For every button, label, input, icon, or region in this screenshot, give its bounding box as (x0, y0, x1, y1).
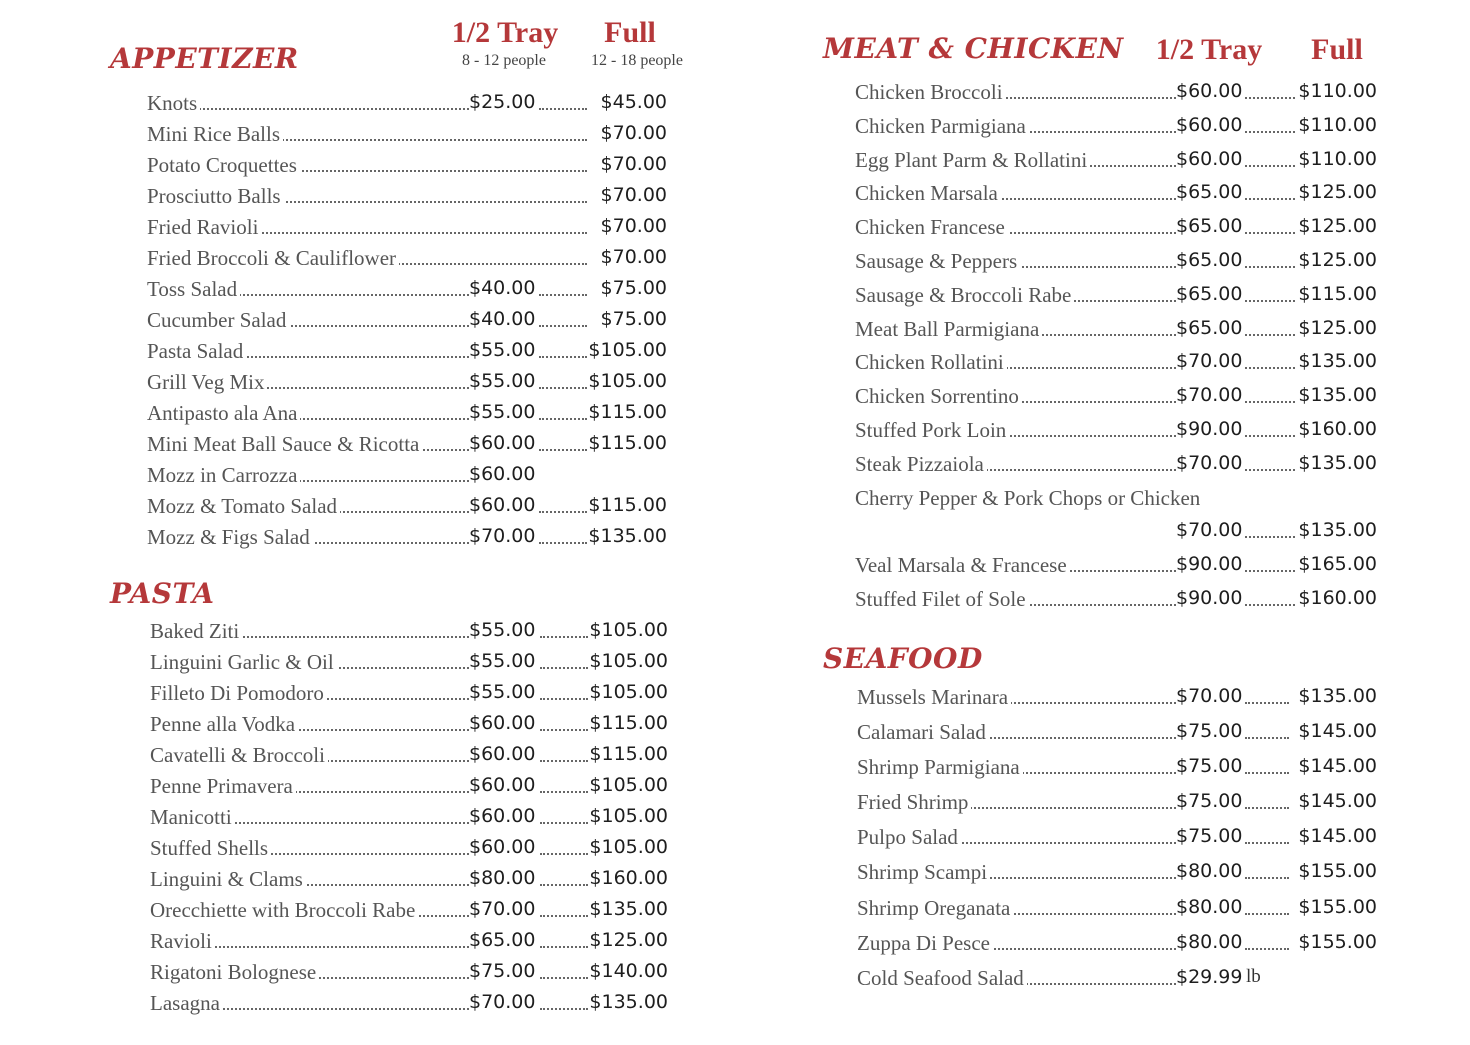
item-name: Chicken Francese (855, 215, 1008, 240)
leader-dots (539, 356, 587, 358)
menu-row (150, 929, 675, 960)
menu-row (147, 494, 672, 525)
menu-row (855, 317, 1380, 351)
item-name: Mozz & Figs Salad (147, 525, 313, 550)
item-name: Egg Plant Parm & Rollatini (855, 148, 1090, 173)
full-tray-price: $75.00 (587, 308, 667, 330)
half-tray-price: $60.00 (469, 805, 536, 827)
full-tray-price: $125.00 (589, 929, 668, 951)
menu-row (150, 991, 675, 1022)
half-tray-price: $25.00 (469, 91, 536, 113)
seafood-heading: SEAFOOD (823, 642, 983, 675)
half-tray-price: $90.00 (1176, 417, 1243, 440)
leader-dots (540, 977, 588, 979)
item-name: Baked Ziti (150, 619, 242, 644)
meat-half-tray-label: 1/2 Tray (1155, 33, 1263, 66)
leader-dots (539, 418, 587, 420)
half-tray-price: $60.00 (469, 836, 536, 858)
leader-dots (540, 884, 588, 886)
leader-dots (1245, 807, 1289, 809)
item-name: Chicken Marsala (855, 181, 1001, 206)
leader-dots (1245, 367, 1295, 369)
menu-row (150, 836, 675, 867)
half-tray-price: $70.00 (1176, 685, 1243, 707)
menu-row (855, 181, 1380, 215)
item-name: Lasagna (150, 991, 223, 1016)
menu-row (150, 743, 675, 774)
menu-row (855, 486, 1380, 520)
item-name: Mini Rice Balls (147, 122, 283, 147)
half-tray-price: $80.00 (1176, 895, 1243, 918)
leader-dots (539, 108, 587, 110)
item-name: Steak Pizzaiola (855, 452, 987, 477)
leader-dots (540, 760, 588, 762)
leader-dots (539, 387, 587, 389)
item-name: Prosciutto Balls (147, 184, 284, 209)
half-tray-price: $70.00 (1176, 519, 1243, 542)
appetizer-full-people: 12 - 18 people (591, 52, 683, 69)
menu-row (855, 283, 1380, 317)
menu-row (147, 215, 672, 246)
leader-dots (539, 449, 587, 451)
full-tray-price: $135.00 (589, 991, 668, 1013)
full-tray-price: $155.00 (1298, 930, 1377, 953)
item-name: Stuffed Pork Loin (855, 418, 1009, 443)
leader-dots (539, 542, 587, 544)
menu-row (857, 720, 1382, 755)
half-tray-price: $60.00 (1176, 147, 1243, 170)
leader-dots (1245, 842, 1289, 844)
item-name: Grill Veg Mix (147, 370, 267, 395)
leader-dots (1245, 570, 1295, 572)
half-tray-price: $70.00 (1176, 384, 1243, 407)
menu-row (855, 114, 1380, 148)
half-tray-price: $60.00 (469, 432, 536, 454)
price-unit: lb (1246, 965, 1261, 987)
menu-row (150, 619, 675, 650)
full-tray-price: $155.00 (1298, 895, 1377, 918)
menu-row (855, 452, 1380, 486)
menu-row (150, 960, 675, 991)
full-tray-price: $135.00 (1298, 519, 1377, 542)
half-tray-price: $60.00 (469, 463, 536, 485)
half-tray-price: $65.00 (1176, 181, 1243, 204)
item-name: Veal Marsala & Francese (855, 553, 1070, 578)
leader-dots (1245, 300, 1295, 302)
menu-row (147, 525, 672, 556)
full-tray-price: $105.00 (589, 619, 668, 641)
menu-row (147, 153, 672, 184)
leader-dots (1245, 604, 1295, 606)
full-tray-price: $140.00 (589, 960, 668, 982)
full-tray-price: $160.00 (589, 867, 668, 889)
leader-dots (1245, 401, 1295, 403)
full-tray-price: $125.00 (1298, 316, 1377, 339)
leader-dots (167, 108, 469, 110)
half-tray-price: $55.00 (469, 619, 536, 641)
half-tray-price: $55.00 (469, 370, 536, 392)
menu-row (857, 755, 1382, 790)
full-tray-price: $135.00 (1298, 451, 1377, 474)
full-tray-price: $135.00 (589, 898, 668, 920)
item-name: Fried Shrimp (857, 790, 971, 815)
half-tray-price: $60.00 (1176, 113, 1243, 136)
full-tray-price: $110.00 (1298, 80, 1377, 102)
menu-row (147, 277, 672, 308)
half-tray-price: $60.00 (469, 712, 536, 734)
menu-row (147, 246, 672, 277)
half-tray-price: $65.00 (1176, 215, 1243, 238)
leader-dots (1245, 913, 1289, 915)
item-name: Sausage & Broccoli Rabe (855, 283, 1074, 308)
seafood-list (857, 685, 1382, 1001)
menu-row (150, 650, 675, 681)
item-name: Shrimp Oreganata (857, 896, 1013, 921)
menu-row (150, 898, 675, 929)
item-name: Fried Broccoli & Cauliflower (147, 246, 399, 271)
full-tray-price: $135.00 (1298, 350, 1377, 373)
full-tray-price: $70.00 (587, 153, 667, 175)
full-tray-price: $105.00 (588, 339, 667, 361)
item-name: Penne alla Vodka (150, 712, 298, 737)
item-name: Pulpo Salad (857, 825, 961, 850)
menu-row (855, 350, 1380, 384)
item-name: Mini Meat Ball Sauce & Ricotta (147, 432, 422, 457)
item-name: Cherry Pepper & Pork Chops or Chicken (855, 486, 1203, 511)
pasta-list (150, 619, 675, 1022)
item-name: Penne Primavera (150, 774, 296, 799)
leader-dots (540, 946, 588, 948)
menu-row (150, 774, 675, 805)
item-name: Zuppa Di Pesce (857, 931, 993, 956)
half-tray-price: $80.00 (1176, 930, 1243, 953)
half-tray-price: $70.00 (469, 525, 536, 547)
item-name: Linguini & Clams (150, 867, 306, 892)
item-name: Potato Croquettes (147, 153, 300, 178)
half-tray-price: $40.00 (469, 277, 536, 299)
item-name: Stuffed Shells (150, 836, 271, 861)
full-tray-price: $145.00 (1298, 790, 1377, 813)
leader-dots (1245, 266, 1295, 268)
item-name: Cucumber Salad (147, 308, 289, 333)
half-tray-price: $60.00 (1176, 80, 1243, 102)
menu-row (150, 712, 675, 743)
half-tray-price: $70.00 (469, 991, 536, 1013)
full-tray-price: $70.00 (587, 184, 667, 206)
menu-row (857, 860, 1382, 895)
item-name: Filleto Di Pomodoro (150, 681, 327, 706)
half-tray-price: $75.00 (1176, 720, 1243, 743)
half-tray-price: $55.00 (469, 401, 536, 423)
item-name: Knots (147, 91, 200, 116)
leader-dots (540, 636, 588, 638)
full-tray-price: $105.00 (588, 370, 667, 392)
half-tray-price: $60.00 (469, 494, 536, 516)
item-name: Chicken Parmigiana (855, 114, 1029, 139)
half-tray-price: $55.00 (469, 681, 536, 703)
item-name: Orecchiette with Broccoli Rabe (150, 898, 418, 923)
half-tray-price: $75.00 (1176, 825, 1243, 848)
appetizer-full-label: Full (604, 16, 656, 49)
menu-row (857, 931, 1382, 966)
full-tray-price: $115.00 (589, 743, 668, 765)
full-tray-price: $110.00 (1298, 147, 1377, 170)
meat-full-label: Full (1311, 33, 1363, 66)
item-name: Pasta Salad (147, 339, 246, 364)
menu-row (857, 790, 1382, 825)
half-tray-price: $70.00 (469, 898, 536, 920)
full-tray-price: $125.00 (1298, 215, 1377, 238)
menu-row (855, 418, 1380, 452)
full-tray-price: $70.00 (587, 215, 667, 237)
leader-dots (540, 822, 588, 824)
leader-dots (540, 853, 588, 855)
menu-row (150, 681, 675, 712)
full-tray-price: $105.00 (589, 774, 668, 796)
leader-dots (1245, 232, 1295, 234)
half-tray-price: $65.00 (1176, 248, 1243, 271)
leader-dots (540, 791, 588, 793)
appetizer-list (147, 91, 672, 556)
half-tray-price: $65.00 (1176, 316, 1243, 339)
leader-dots (1245, 165, 1295, 167)
leader-dots (1245, 948, 1289, 950)
item-name: Mozz in Carrozza (147, 463, 300, 488)
item-name: Toss Salad (147, 277, 240, 302)
leader-dots (1245, 536, 1295, 538)
item-name: Chicken Broccoli (855, 80, 1006, 105)
leader-dots (539, 511, 587, 513)
full-tray-price: $160.00 (1298, 586, 1377, 609)
leader-dots (539, 325, 587, 327)
item-name: Mussels Marinara (857, 685, 1011, 710)
menu-row (150, 867, 675, 898)
leader-dots (1245, 334, 1295, 336)
menu-row (855, 80, 1380, 114)
menu-row (147, 463, 672, 494)
full-tray-price: $135.00 (1298, 384, 1377, 407)
item-name: Stuffed Filet of Sole (855, 587, 1029, 612)
menu-row (855, 249, 1380, 283)
menu-row (857, 685, 1382, 720)
leader-dots (1245, 702, 1289, 704)
menu-row (147, 122, 672, 153)
full-tray-price: $75.00 (587, 277, 667, 299)
full-tray-price: $160.00 (1298, 417, 1377, 440)
leader-dots (1245, 97, 1295, 99)
item-name: Cavatelli & Broccoli (150, 743, 328, 768)
half-tray-price: $80.00 (469, 867, 536, 889)
leader-dots (539, 294, 587, 296)
item-name: Shrimp Scampi (857, 860, 990, 885)
half-tray-price: $75.00 (1176, 790, 1243, 813)
full-tray-price: $125.00 (1298, 181, 1377, 204)
menu-row (855, 553, 1380, 587)
half-tray-price: $70.00 (1176, 350, 1243, 373)
menu-row (857, 825, 1382, 860)
half-tray-price: $90.00 (1176, 553, 1243, 576)
full-tray-price: $125.00 (1298, 248, 1377, 271)
full-tray-price: $115.00 (588, 401, 667, 423)
item-name: Meat Ball Parmigiana (855, 317, 1042, 342)
item-name: Cold Seafood Salad (857, 966, 1027, 991)
full-tray-price: $105.00 (589, 681, 668, 703)
pasta-heading: PASTA (110, 577, 215, 610)
item-name: Shrimp Parmigiana (857, 755, 1023, 780)
leader-dots (1245, 435, 1295, 437)
half-tray-price: $80.00 (1176, 860, 1243, 883)
half-tray-price: $60.00 (469, 743, 536, 765)
leader-dots (540, 1008, 588, 1010)
full-tray-price: $165.00 (1298, 553, 1377, 576)
menu-row (147, 339, 672, 370)
leader-dots (540, 667, 588, 669)
meat-chicken-list (855, 80, 1380, 621)
full-tray-price: $145.00 (1298, 825, 1377, 848)
menu-row (855, 519, 1380, 553)
full-tray-price: $105.00 (589, 836, 668, 858)
item-name: Fried Ravioli (147, 215, 261, 240)
item-name: Antipasto ala Ana (147, 401, 300, 426)
full-tray-price: $145.00 (1298, 720, 1377, 743)
full-tray-price: $115.00 (588, 494, 667, 516)
menu-row (147, 308, 672, 339)
appetizer-heading: APPETIZER (110, 42, 299, 75)
menu-row (855, 587, 1380, 621)
menu-row (147, 91, 672, 122)
item-name: Chicken Rollatini (855, 350, 1007, 375)
menu-row (857, 896, 1382, 931)
item-name: Ravioli (150, 929, 215, 954)
appetizer-half-people: 8 - 12 people (462, 52, 546, 69)
half-tray-price: $29.99 (1176, 965, 1243, 988)
leader-dots (1245, 131, 1295, 133)
half-tray-price: $90.00 (1176, 586, 1243, 609)
item-name: Mozz & Tomato Salad (147, 494, 340, 519)
item-name: Rigatoni Bolognese (150, 960, 319, 985)
half-tray-price: $70.00 (1176, 451, 1243, 474)
leader-dots (1245, 877, 1289, 879)
half-tray-price: $75.00 (1176, 755, 1243, 778)
menu-row (857, 966, 1382, 1001)
menu-row (147, 370, 672, 401)
full-tray-price: $135.00 (1298, 685, 1377, 707)
full-tray-price: $135.00 (588, 525, 667, 547)
item-name: Chicken Sorrentino (855, 384, 1022, 409)
full-tray-price: $155.00 (1298, 860, 1377, 883)
full-tray-price: $110.00 (1298, 113, 1377, 136)
menu-row (147, 432, 672, 463)
menu-row (147, 184, 672, 215)
leader-dots (540, 915, 588, 917)
full-tray-price: $70.00 (587, 122, 667, 144)
half-tray-price: $60.00 (469, 774, 536, 796)
menu-row (150, 805, 675, 836)
half-tray-price: $40.00 (469, 308, 536, 330)
full-tray-price: $115.00 (589, 712, 668, 734)
leader-dots (1245, 198, 1295, 200)
leader-dots (1245, 469, 1295, 471)
item-name: Manicotti (150, 805, 235, 830)
leader-dots (170, 946, 469, 948)
leader-dots (1245, 737, 1289, 739)
half-tray-price: $65.00 (469, 929, 536, 951)
half-tray-price: $55.00 (469, 339, 536, 361)
item-name: Sausage & Peppers (855, 249, 1020, 274)
full-tray-price: $105.00 (589, 650, 668, 672)
leader-dots (540, 698, 588, 700)
full-tray-price: $70.00 (587, 246, 667, 268)
half-tray-price: $55.00 (469, 650, 536, 672)
appetizer-half-tray-label: 1/2 Tray (451, 16, 559, 49)
full-tray-price: $115.00 (588, 432, 667, 454)
full-tray-price: $105.00 (589, 805, 668, 827)
item-name: Calamari Salad (857, 720, 989, 745)
item-name: Linguini Garlic & Oil (150, 650, 337, 675)
menu-row (855, 215, 1380, 249)
meat-chicken-heading: MEAT & CHICKEN (823, 32, 1124, 65)
half-tray-price: $75.00 (469, 960, 536, 982)
leader-dots (540, 729, 588, 731)
leader-dots (1245, 772, 1289, 774)
half-tray-price: $65.00 (1176, 282, 1243, 305)
full-tray-price: $145.00 (1298, 755, 1377, 778)
menu-row (147, 401, 672, 432)
menu-row (855, 384, 1380, 418)
menu-row (855, 148, 1380, 182)
full-tray-price: $115.00 (1298, 282, 1377, 305)
full-tray-price: $45.00 (587, 91, 667, 113)
